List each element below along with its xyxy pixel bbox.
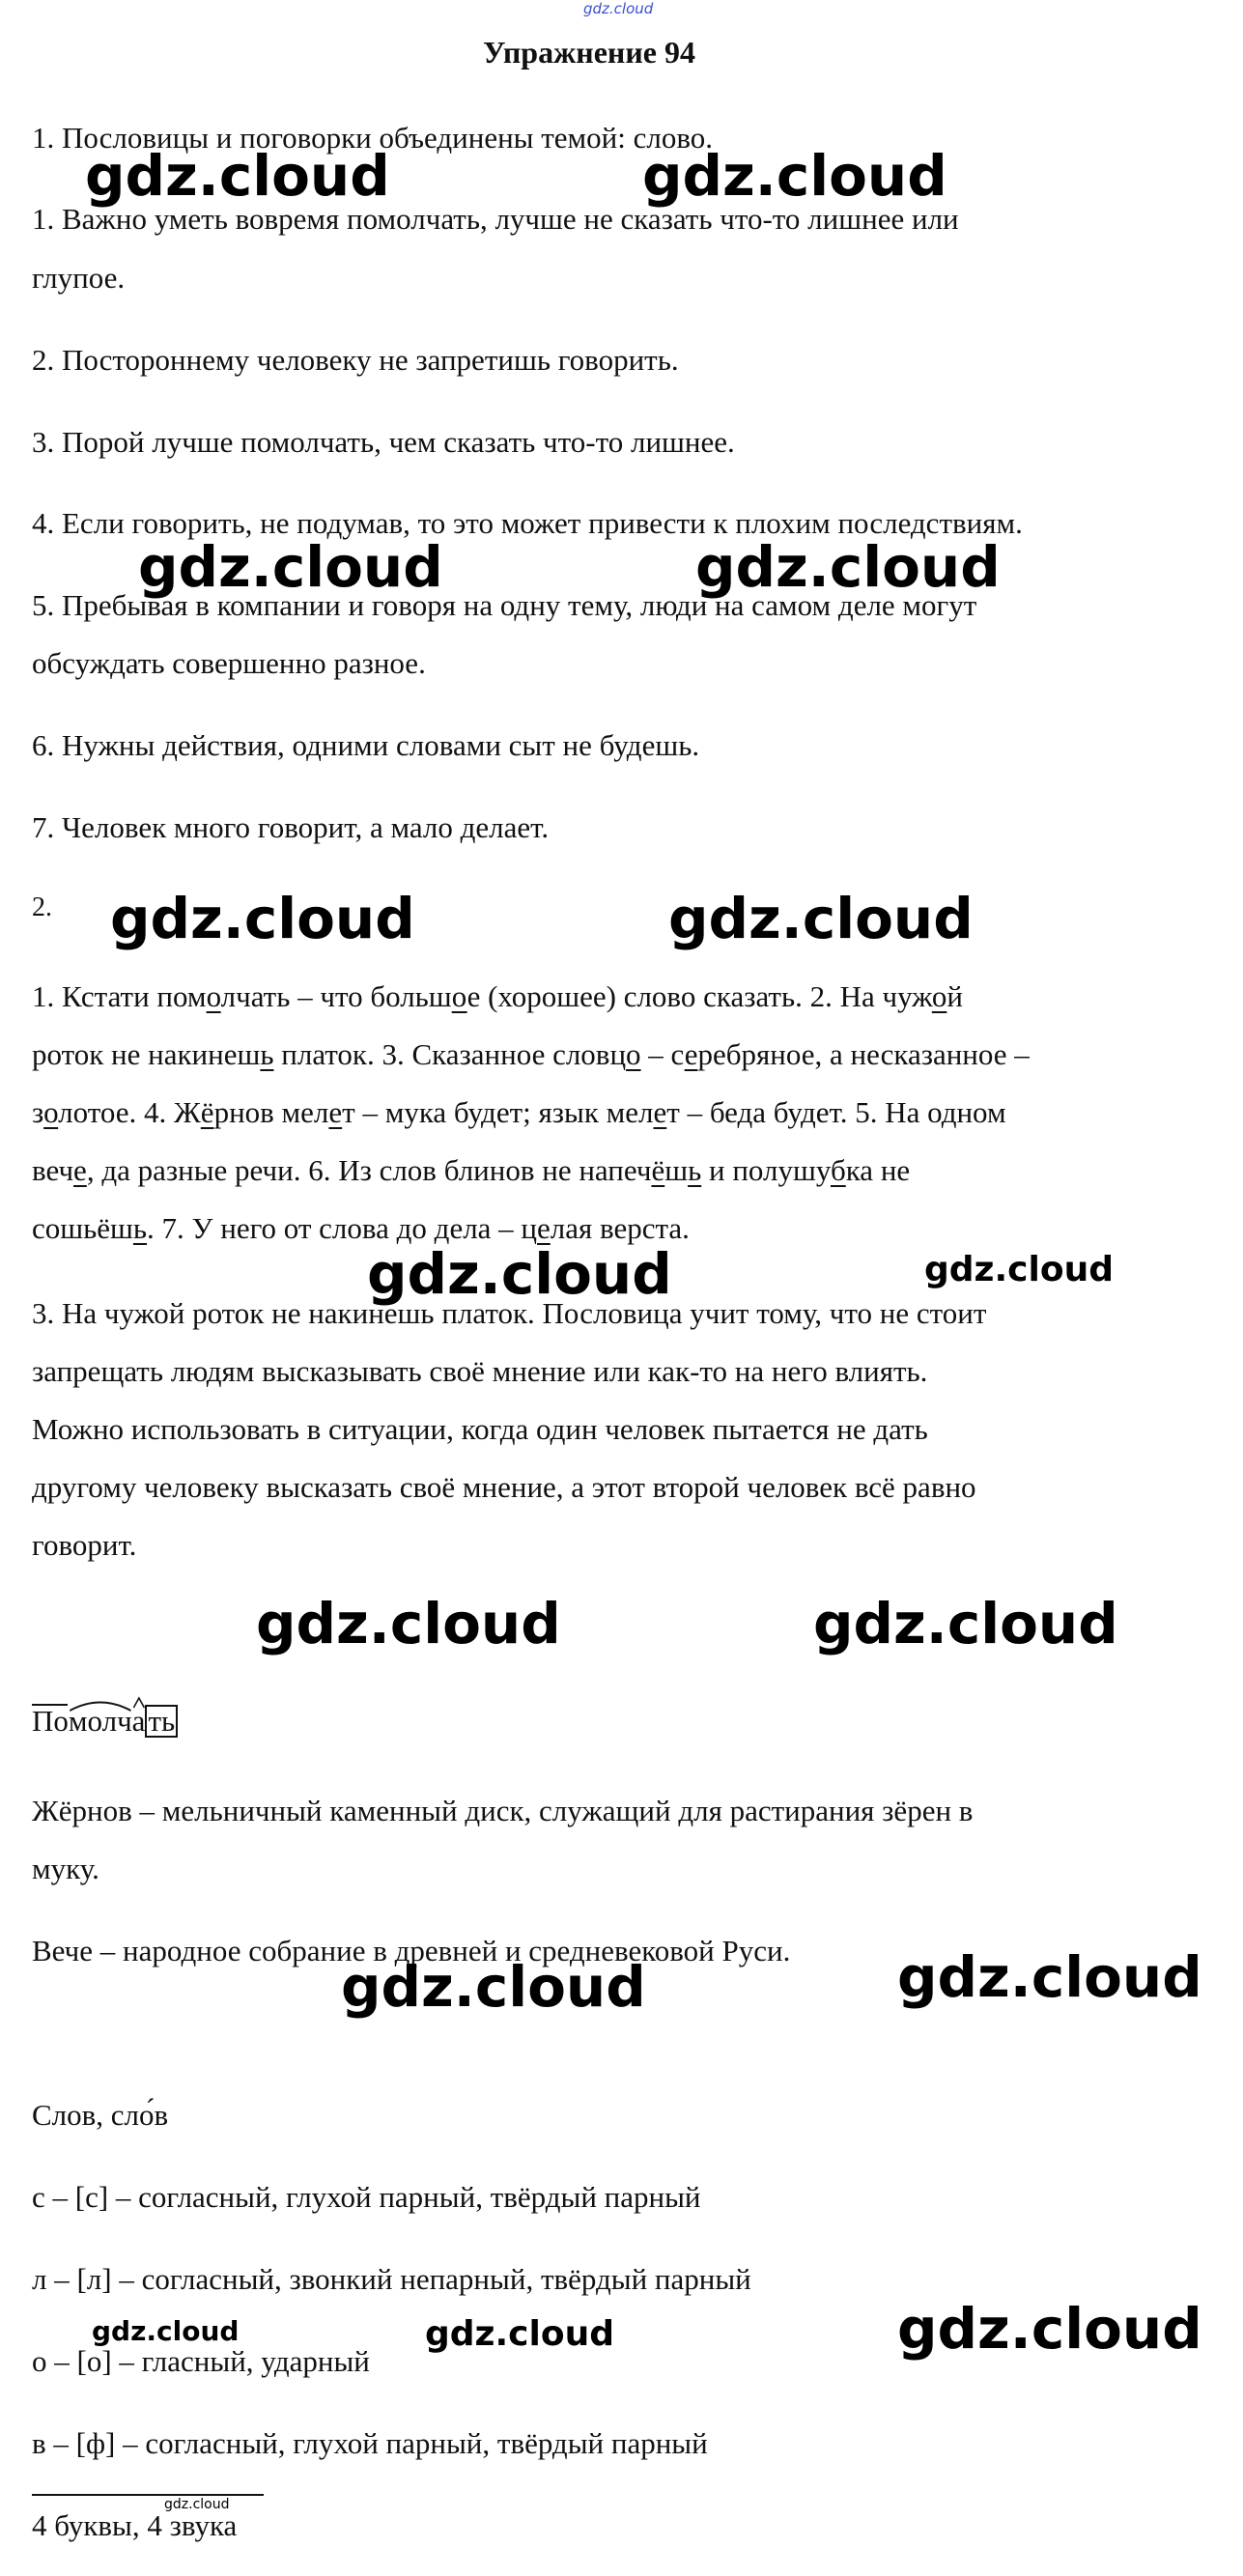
watermark: gdz.cloud [668,886,974,951]
underlined-letter: б [830,1153,846,1187]
definition-line: Вече – народное собрание в древней и средневековой Руси. [32,1934,791,1967]
text-segment: ребряное, а несказанное – [697,1037,1030,1071]
text-segment: – с [640,1037,685,1071]
watermark: gdz.cloud [341,1954,646,2020]
text-segment: сошьёш [32,1211,133,1245]
text-segment: 1. Кстати пом [32,979,207,1013]
text-segment: , да разные речи. 6. Из слов блинов не напеч [86,1153,652,1187]
phonetic-letter: о – [о] – гласный, ударный [32,2344,370,2378]
suffix-caret [132,1696,146,1708]
underlined-letter: е [653,1095,667,1129]
watermark: gdz.cloud [897,1944,1202,2010]
underlined-letter: е [684,1037,698,1071]
watermark: gdz.cloud [813,1591,1118,1656]
underlined-letter: о [626,1037,641,1071]
morpheme-ending: ть [145,1705,178,1738]
part1-line: обсуждать совершенно разное. [32,646,426,680]
watermark: gdz.cloud [425,2314,614,2354]
underlined-letter: о [931,979,947,1013]
underlined-letter: ь [132,1211,148,1245]
text-segment: платок. 3. Сказанное словц [273,1037,627,1071]
watermark: gdz.cloud [924,1250,1114,1289]
text-segment: . 7. У него от слова до дела – ц [147,1211,538,1245]
phonetic-letter: в – [ф] – согласный, глухой парный, твёрдый парный [32,2426,708,2460]
part1-line: 1. Важно уметь вовремя помолчать, лучше не сказать что-то лишнее или [32,202,959,236]
watermark: gdz.cloud [367,1241,672,1307]
text-segment: й [946,979,963,1013]
part2-line [32,968,963,1026]
text-segment: лотое. 4. Ж [58,1095,201,1129]
part2-line [32,1026,1030,1084]
part1-line: глупое. [32,261,126,295]
text-segment: веч [32,1153,74,1187]
part1-line: 3. Порой лучше помолчать, чем сказать что-то лишнее. [32,425,735,459]
part3-line: другому человеку высказать своё мнение, а этот второй человек всё равно [32,1470,976,1504]
underlined-letter: е [537,1211,551,1245]
summary-rule [32,2494,264,2496]
text-segment: ка не [845,1153,911,1187]
underlined-letter: ё [651,1153,665,1187]
underlined-letter: е [73,1153,87,1187]
morpheme-suffix-wrap [132,1692,146,1750]
part3-line: запрещать людям высказывать своё мнение или как-то на него влиять. [32,1354,928,1388]
part1-line: 6. Нужны действия, одними словами сыт не будешь. [32,728,700,762]
watermark: gdz.cloud [642,143,947,209]
prefix-mark [32,1704,68,1706]
watermark: gdz.cloud [164,2497,230,2512]
part1-line: 7. Человек много говорит, а мало делает. [32,810,550,844]
text-segment: ш [664,1153,689,1187]
underlined-letter: ё [200,1095,214,1129]
phonetic-summary: 4 буквы, 4 звука [32,2508,238,2542]
phonetic-letter: л – [л] – согласный, звонкий непарный, твёрдый парный [32,2262,751,2296]
part3-line: 3. На чужой роток не накинешь платок. Пословица учит тому, что не стоит [32,1296,987,1330]
morpheme-prefix: По [32,1704,69,1738]
underlined-letter: о [451,979,467,1013]
morpheme-root: молч [68,1704,132,1738]
text-segment: и полушу [701,1153,831,1187]
underlined-letter: ь [688,1153,702,1187]
part1-intro: 1. Пословицы и поговорки объединены темой: слово. [32,121,714,155]
part3-line: говорит. [32,1528,137,1562]
underlined-letter: ь [260,1037,274,1071]
part1-line: 2. Постороннему человеку не запретишь говорить. [32,343,679,377]
page-title: Упражнение 94 [482,35,695,70]
header-watermark: gdz.cloud [583,0,654,17]
text-segment: т – мука будет; язык мел [342,1095,654,1129]
morpheme-word [32,1692,178,1750]
watermark: gdz.cloud [110,886,415,951]
text-segment: роток не накинеш [32,1037,261,1071]
part3-line: Можно использовать в ситуации, когда один человек пытается не дать [32,1412,928,1446]
underlined-letter: о [206,979,221,1013]
part1-line: 5. Пребывая в компании и говоря на одну тему, люди на самом деле могут [32,588,977,622]
part1-line: 4. Если говорить, не подумав, то это может привести к плохим последствиям. [32,506,1023,540]
watermark: gdz.cloud [256,1591,561,1656]
watermark: gdz.cloud [138,534,443,600]
part2-line [32,1142,910,1200]
watermark: gdz.cloud [695,534,1001,600]
part2-line [32,1084,1006,1142]
text-segment: лчать – что больш [220,979,452,1013]
text-segment: рнов мел [213,1095,329,1129]
text-segment: т – беда будет. 5. На одном [666,1095,1006,1129]
text-segment: з [32,1095,44,1129]
watermark: gdz.cloud [897,2296,1202,2362]
text-segment: е (хорошее) слово сказать. 2. На чуж [466,979,932,1013]
phonetic-heading: Слов, сло́в [32,2098,169,2132]
text-segment: лая верста. [550,1211,690,1245]
phonetic-letter: с – [с] – согласный, глухой парный, твёрдый парный [32,2180,701,2214]
underlined-letter: о [43,1095,59,1129]
definition-line: муку. [32,1852,99,1885]
watermark: gdz.cloud [92,2315,240,2347]
morpheme-suffix: а [131,1704,146,1738]
definition-line: Жёрнов – мельничный каменный диск, служащий для растирания зёрен в [32,1794,974,1827]
root-arc [69,1698,132,1712]
part2-label: 2. [32,892,52,922]
underlined-letter: е [328,1095,343,1129]
morpheme-root-wrap [69,1692,132,1750]
watermark: gdz.cloud [85,143,390,209]
